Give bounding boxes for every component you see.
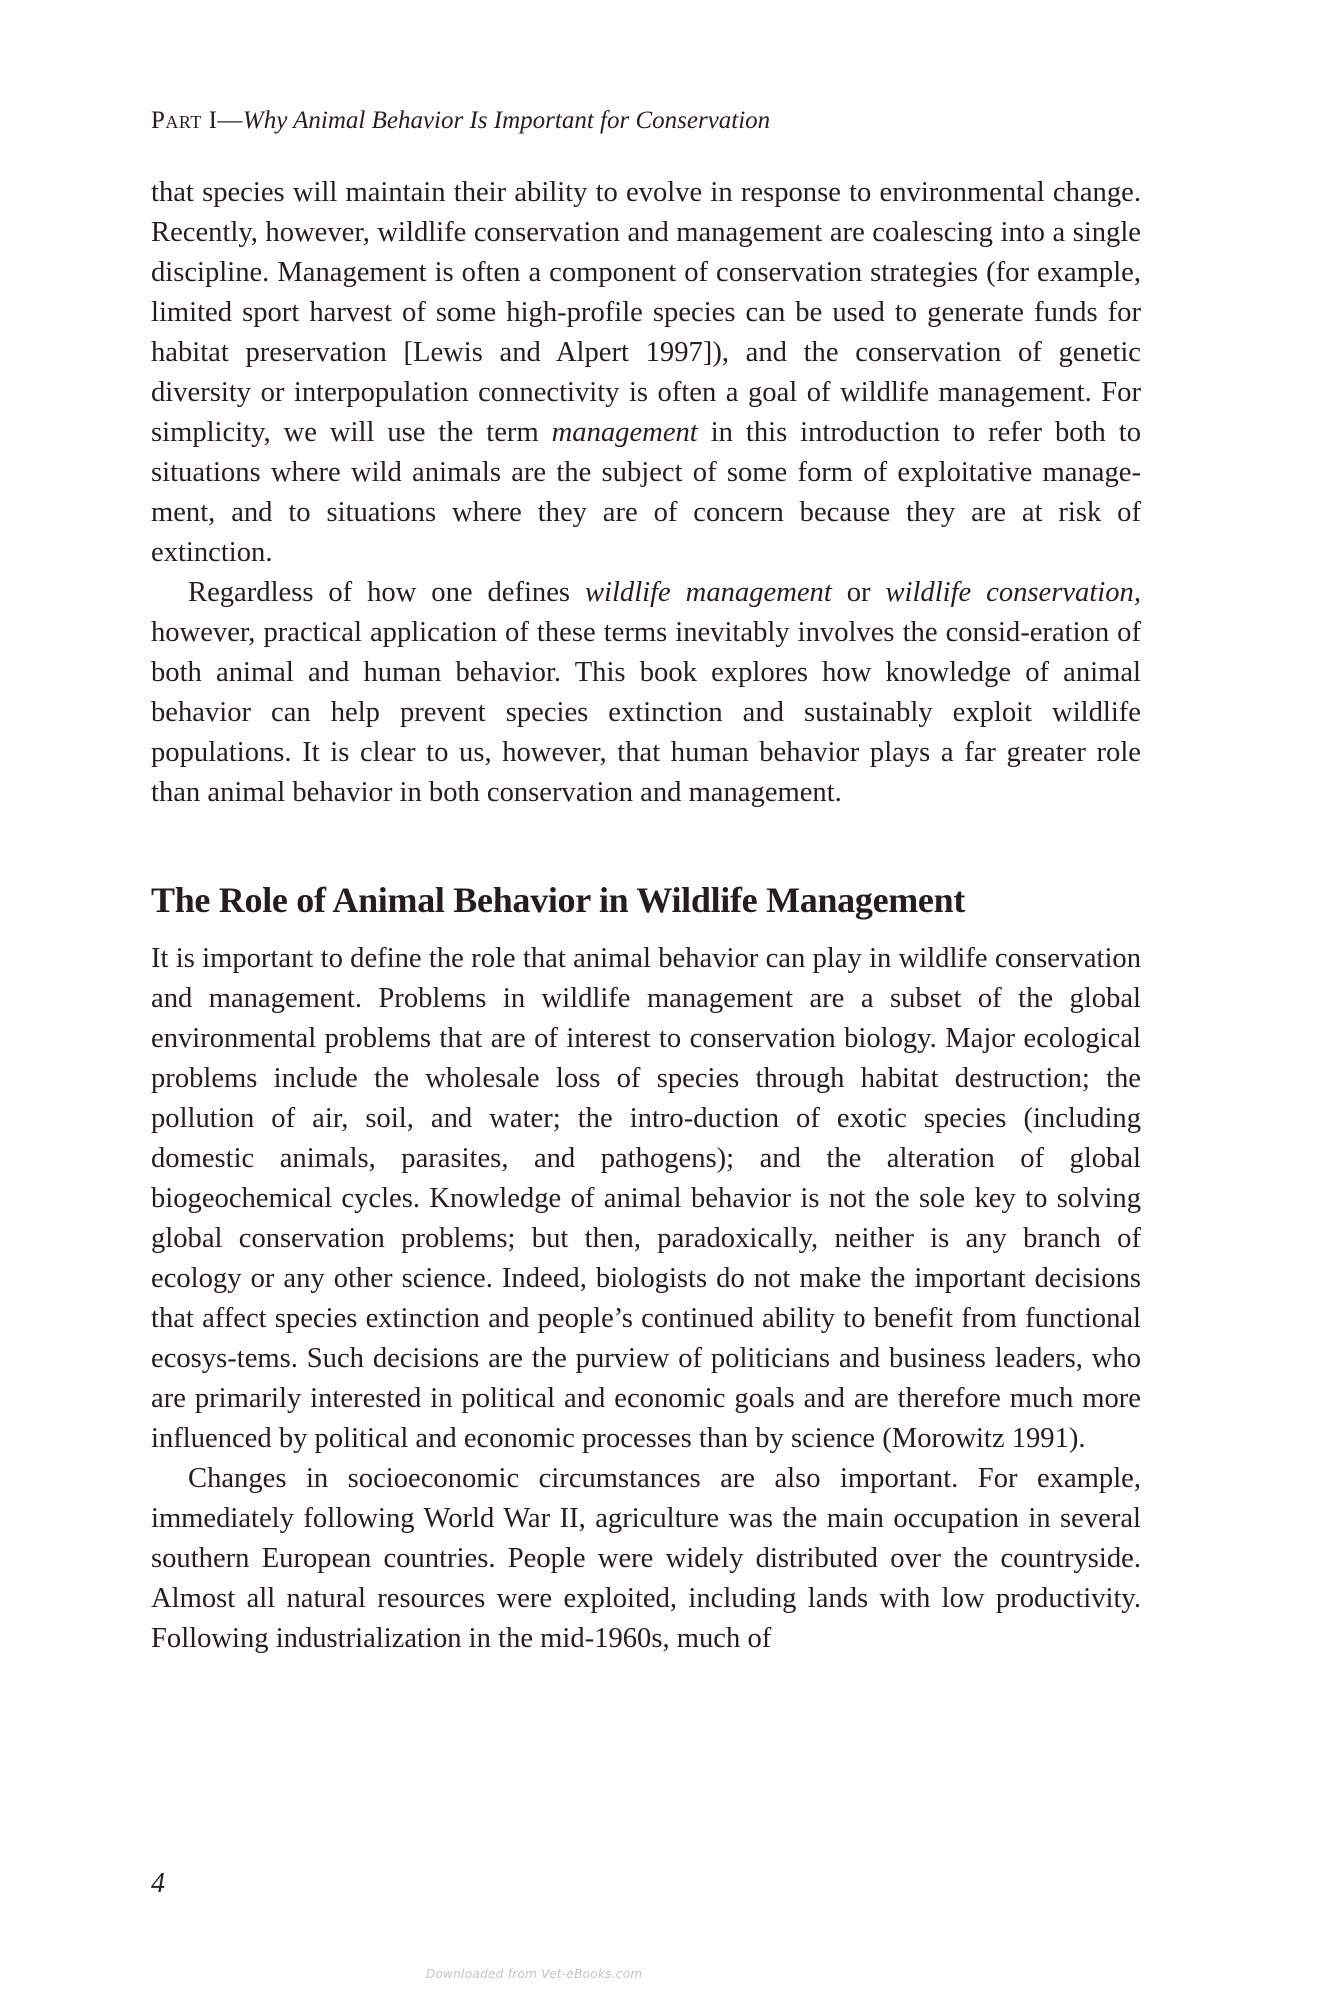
italic-term: wildlife conservation, <box>885 577 1141 608</box>
page-number: 4 <box>151 1868 165 1899</box>
paragraph-2 <box>151 573 1141 813</box>
text-run: or <box>831 577 886 608</box>
italic-term: management <box>551 417 698 448</box>
text-run: however, practical application of these terms inevitably involves the consid-eration of both animal and human behavior. This book explores how knowledge of animal behavior can help prevent species extinction and sustainably exploit wildlife populations. It is clear to us, however, that human behavior plays a far greater role than animal behavior in both conservation and management. <box>151 617 1141 808</box>
text-run: in this introduction to refer both to situations where wild animals are the subject of some form of exploitative manage-ment, and to situations where they are of concern because they are at risk of extinction. <box>151 417 1141 568</box>
paragraph-4 <box>151 1459 1141 1659</box>
paragraph-3 <box>151 939 1141 1459</box>
text-run: Changes in socioeconomic circumstances are also important. For example, immediately following World War II, agriculture was the main occupation in several southern European countries. People were widely distributed over the countryside. Almost all natural resources were exploited, including lands with low productivity. Following industrialization in the mid-1960s, much of <box>151 1463 1141 1654</box>
running-head <box>151 106 770 136</box>
text-run: that species will maintain their ability to evolve in response to environmental change. Recently, however, wildlife conservation and management are coalescing into a single discipline. Management is often a component of conservation strategies (for example, limited sport harvest of some high-profile species can be used to generate funds for habitat preservation [Lewis and Alpert 1997]), and the conservation of genetic diversity or interpopulation connectivity is often a goal of wildlife management. For simplicity, we will use the term <box>151 177 1141 448</box>
italic-term: wildlife management <box>584 577 832 608</box>
watermark-text: Downloaded from Vet-eBooks.com <box>426 1967 643 1981</box>
text-run: Regardless of how one defines <box>188 577 585 608</box>
paragraph-1 <box>151 173 1141 573</box>
body-text <box>151 173 1141 1659</box>
text-run: It is important to define the role that animal behavior can play in wildlife conservation and management. Problems in wildlife management are a subset of the global environmental problems that are of interest to conservation biology. Major ecological problems include the wholesale loss of species through habitat destruction; the pollution of air, soil, and water; the intro-duction of exotic species (including domestic animals, parasites, and pathogens); and the alteration of global biogeochemical cycles. Knowledge of animal behavior is not the sole key to solving global conservation problems; but then, paradoxically, neither is any branch of ecology or any other science. Indeed, biologists do not make the important decisions that affect species extinction and people’s continued ability to benefit from functional ecosys-tems. Such decisions are the purview of politicians and business leaders, who are primarily interested in political and economic goals and are therefore much more influenced by political and economic processes than by science (Morowitz 1991). <box>151 943 1141 1454</box>
section-heading: The Role of Animal Behavior in Wildlife Management <box>151 880 966 920</box>
running-head-title: Why Animal Behavior Is Important for Conservation <box>242 107 771 134</box>
running-head-part-label: Part I— <box>151 107 243 134</box>
